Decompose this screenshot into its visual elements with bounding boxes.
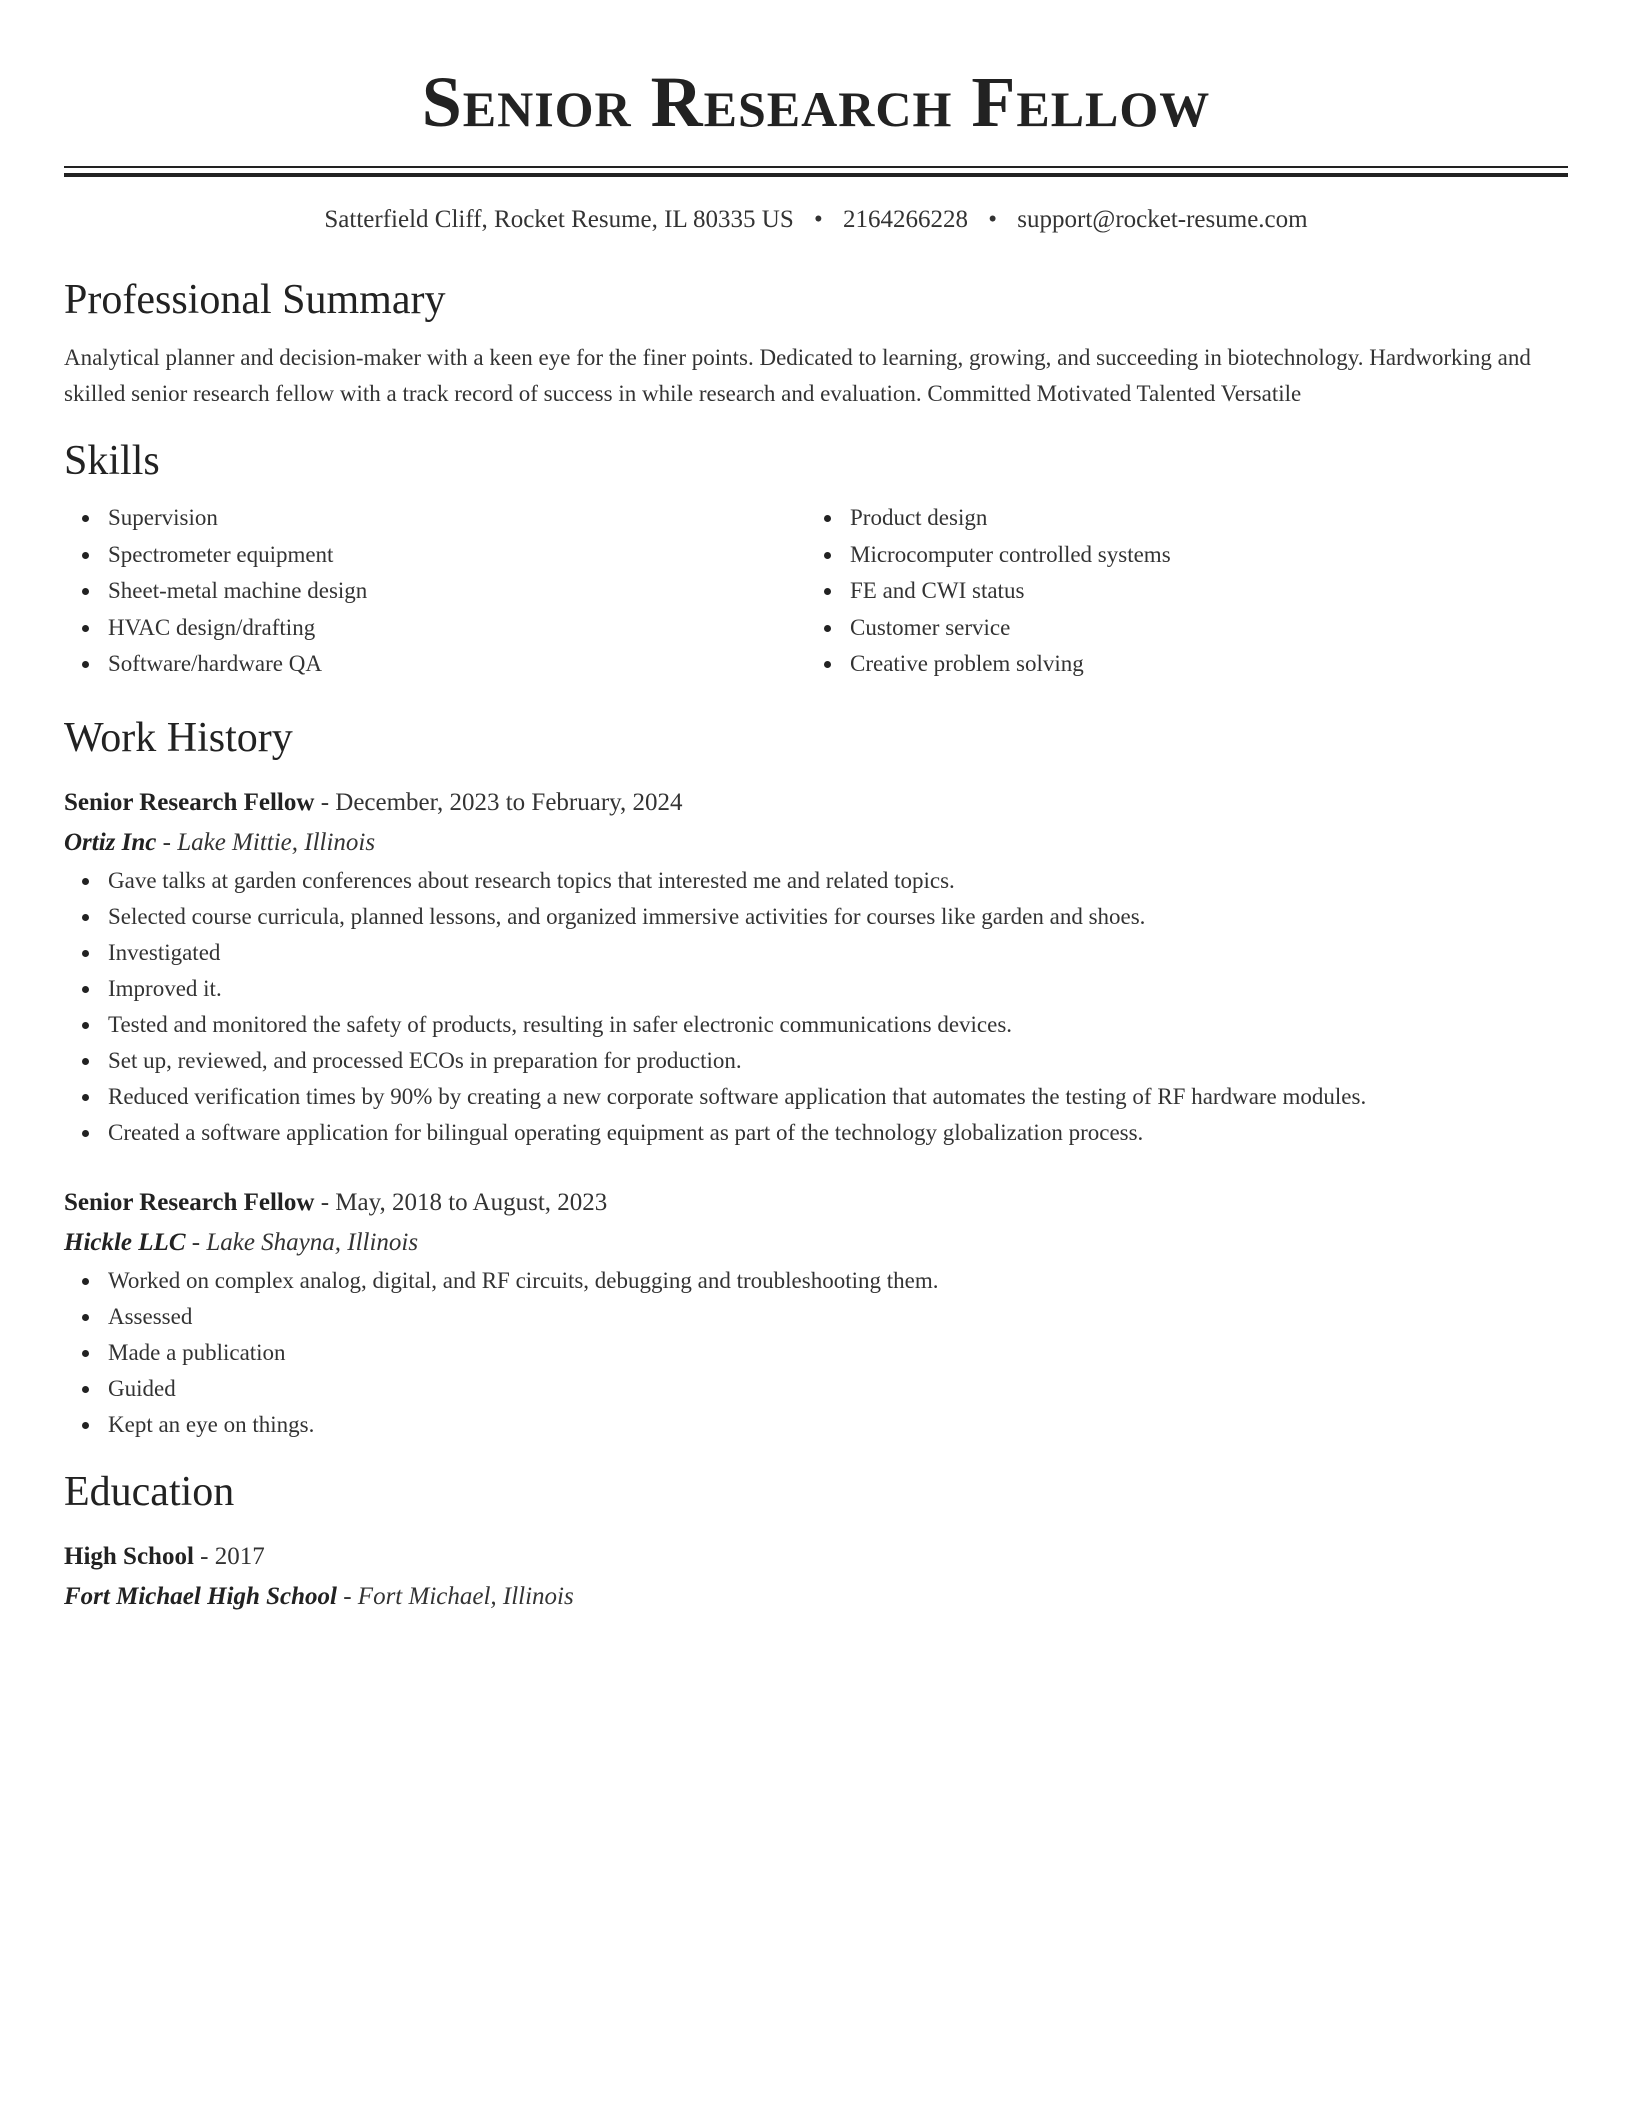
summary-text: Analytical planner and decision-maker with a keen eye for the finer points. Dedicated to learning, growing, and succeeding in biotechnology. Hardworking and skilled senior research fellow with a track record of success in while research and evaluation. Committed Motivated Talented Versatile [64,345,1531,406]
job-location: - Lake Shayna, Illinois [185,1228,419,1256]
education-location: - Fort Michael, Illinois [336,1582,574,1610]
skill-item: Supervision [108,500,806,537]
skills-heading: Skills [64,438,160,484]
resume-page [64,0,1568,1617]
skill-item: Software/hardware QA [108,646,806,683]
skill-item: Spectrometer equipment [108,537,806,574]
job-bullet: Improved it. [108,971,1568,1007]
skill-item: FE and CWI status [850,573,1548,610]
job-bullet: Selected course curricula, planned lessons, and organized immersive activities for courses like garden and shoes. [108,899,1568,935]
education-degree-line [64,1537,1568,1577]
skill-item: Sheet-metal machine design [108,573,806,610]
header-rule-thin [64,166,1568,168]
skill-item: HVAC design/drafting [108,610,806,647]
work-history-heading: Work History [64,714,293,761]
skill-item: Microcomputer controlled systems [850,537,1548,574]
job-bullet: Guided [108,1371,1568,1407]
header-rule-thick [64,173,1568,177]
job-company: Ortiz Inc [64,828,157,856]
education-school: Fort Michael High School [64,1582,337,1610]
job-location: - Lake Mittie, Illinois [156,828,376,856]
contact-email: support@rocket-resume.com [1017,206,1308,233]
job-bullet: Worked on complex analog, digital, and RF circuits, debugging and troubleshooting them. [108,1263,1568,1299]
contact-separator: • [814,206,823,233]
skills-list [64,500,1568,683]
job-bullet: Kept an eye on things. [108,1407,1568,1443]
job-company-line [64,1223,1568,1263]
education-year: - 2017 [193,1542,265,1570]
job-dates: - December, 2023 to February, 2024 [314,788,683,816]
job-bullets [64,1263,1568,1443]
job-position: Senior Research Fellow [64,788,315,816]
job-title-line [64,783,1568,823]
job-company: Hickle LLC [64,1228,186,1256]
education-heading: Education [64,1468,235,1515]
job-bullet: Assessed [108,1299,1568,1335]
job-bullets [64,863,1568,1151]
job-company-line [64,823,1568,863]
skill-item: Product design [850,500,1548,537]
job-bullet: Tested and monitored the safety of products, resulting in safer electronic communications devices. [108,1007,1568,1043]
education-school-line [64,1577,1568,1617]
job-dates: - May, 2018 to August, 2023 [314,1188,608,1216]
education-degree: High School [64,1542,194,1570]
job-bullet: Investigated [108,935,1568,971]
contact-phone: 2164266228 [843,206,969,233]
skills-column-left [64,500,806,683]
skill-item: Creative problem solving [850,646,1548,683]
job-bullet: Gave talks at garden conferences about research topics that interested me and related topics. [108,863,1568,899]
skills-column-right [806,500,1548,683]
job-bullet: Made a publication [108,1335,1568,1371]
resume-name: Senior Research Fellow [421,62,1211,142]
job-title-line [64,1183,1568,1223]
job-bullet: Created a software application for bilingual operating equipment as part of the technology globalization process. [108,1115,1568,1151]
summary-heading: Professional Summary [64,277,446,323]
contact-separator: • [988,206,998,233]
job-position: Senior Research Fellow [64,1188,315,1216]
contact-line [64,205,1568,235]
job-bullet: Set up, reviewed, and processed ECOs in preparation for production. [108,1043,1568,1079]
job-bullet: Reduced verification times by 90% by creating a new corporate software application that automates the testing of RF hardware modules. [108,1079,1568,1115]
contact-address: Satterfield Cliff, Rocket Resume, IL 80335 US [324,206,794,233]
skill-item: Customer service [850,610,1548,647]
